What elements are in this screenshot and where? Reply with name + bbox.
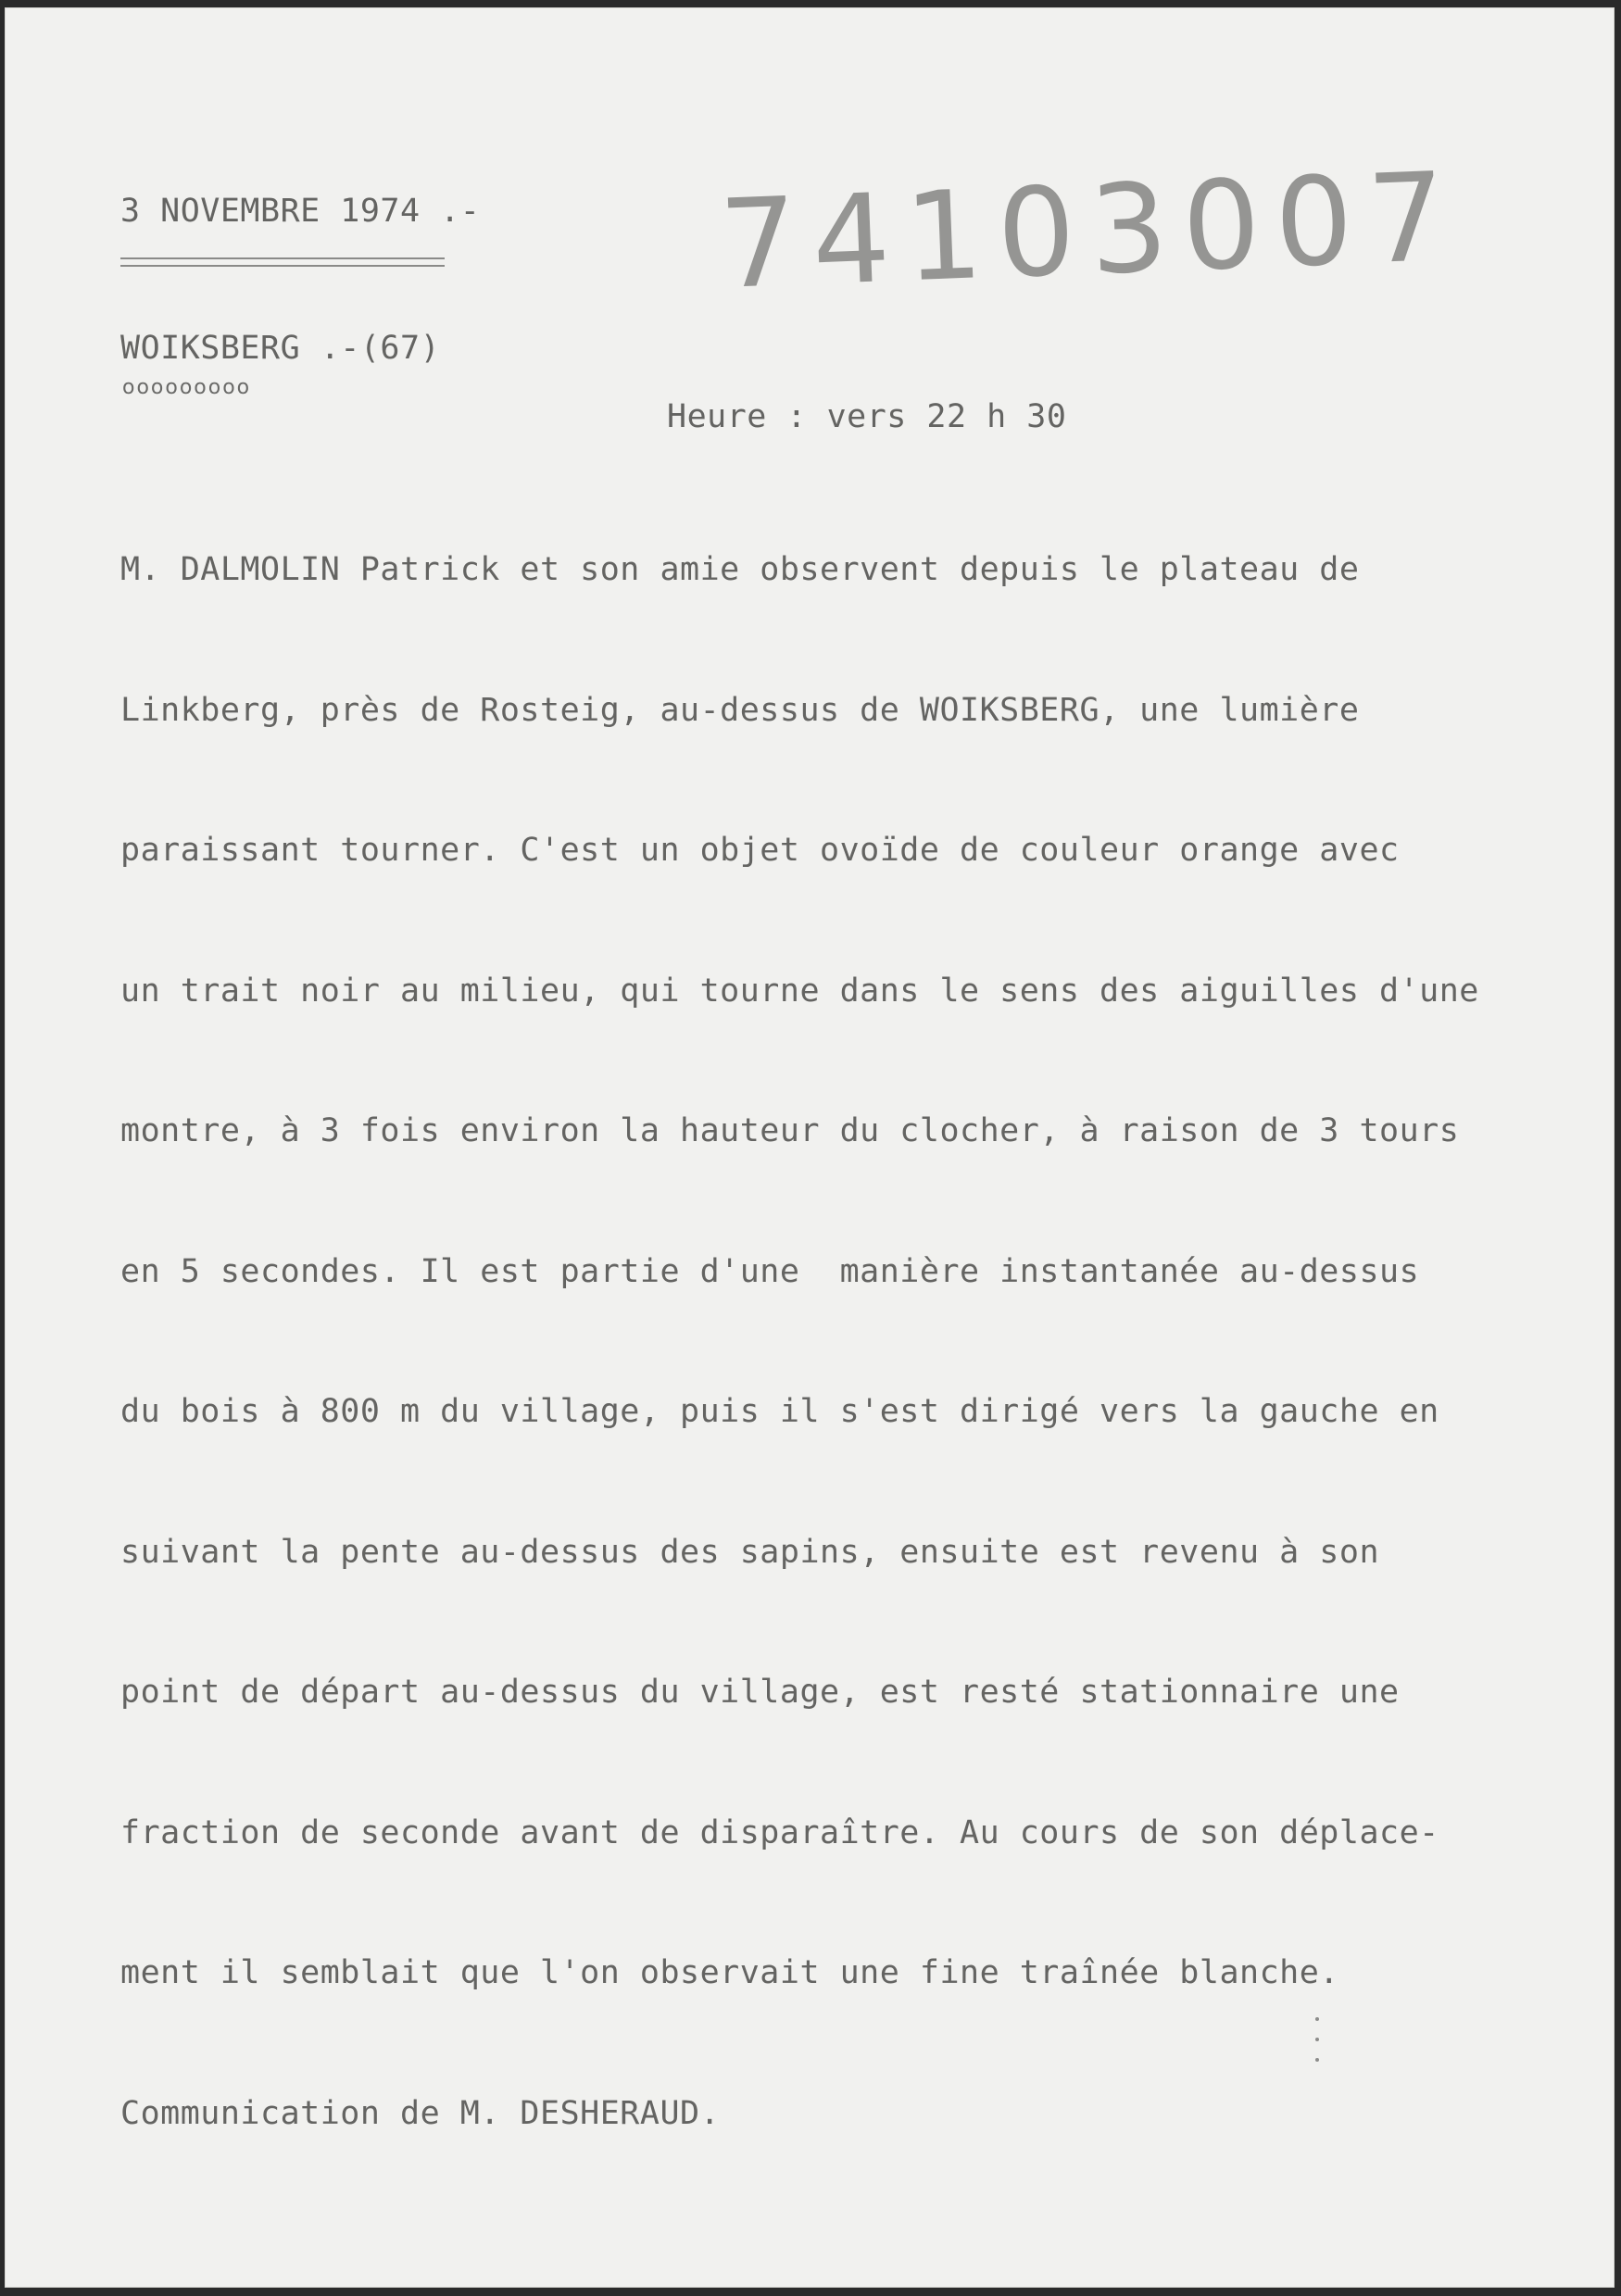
paper-specks xyxy=(1315,2017,1321,2073)
body-line: Linkberg, près de Rosteig, au-dessus de WOIKSBERG, une lumière xyxy=(120,691,1360,729)
report-body xyxy=(120,463,1584,2221)
observation-time: Heure : vers 22 h 30 xyxy=(667,398,1067,435)
body-line: un trait noir au milieu, qui tourne dans le sens des aiguilles d'une xyxy=(120,972,1479,1010)
body-line: point de départ au-dessus du village, est resté stationnaire une xyxy=(120,1674,1400,1711)
body-line: montre, à 3 fois environ la hauteur du clocher, à raison de 3 tours xyxy=(120,1112,1460,1149)
body-line: du bois à 800 m du village, puis il s'est dirigé vers la gauche en xyxy=(120,1393,1439,1430)
document-page xyxy=(5,7,1615,2288)
date-double-underline xyxy=(120,257,445,267)
body-line: paraissant tourner. C'est un objet ovoïde de couleur orange avec xyxy=(120,832,1400,869)
report-date: 3 NOVEMBRE 1974 .- xyxy=(120,193,481,230)
body-line: en 5 secondes. Il est partie d'une manière instantanée au-dessus xyxy=(120,1252,1420,1290)
case-number-stamp: 74103007 xyxy=(717,145,1464,317)
body-line: fraction de seconde avant de disparaître. Au cours de son déplace- xyxy=(120,1813,1439,1851)
body-line: suivant la pente au-dessus des sapins, ensuite est revenu à son xyxy=(120,1533,1380,1571)
body-line: M. DALMOLIN Patrick et son amie observent depuis le plateau de xyxy=(120,551,1360,588)
body-line: ment il semblait que l'on observait une fine traînée blanche. xyxy=(120,1954,1339,1991)
body-line: Communication de M. DESHERAUD. xyxy=(120,2094,721,2132)
location-underline: ooooooooo xyxy=(122,376,252,399)
location-heading: WOIKSBERG .-(67) xyxy=(120,330,441,367)
